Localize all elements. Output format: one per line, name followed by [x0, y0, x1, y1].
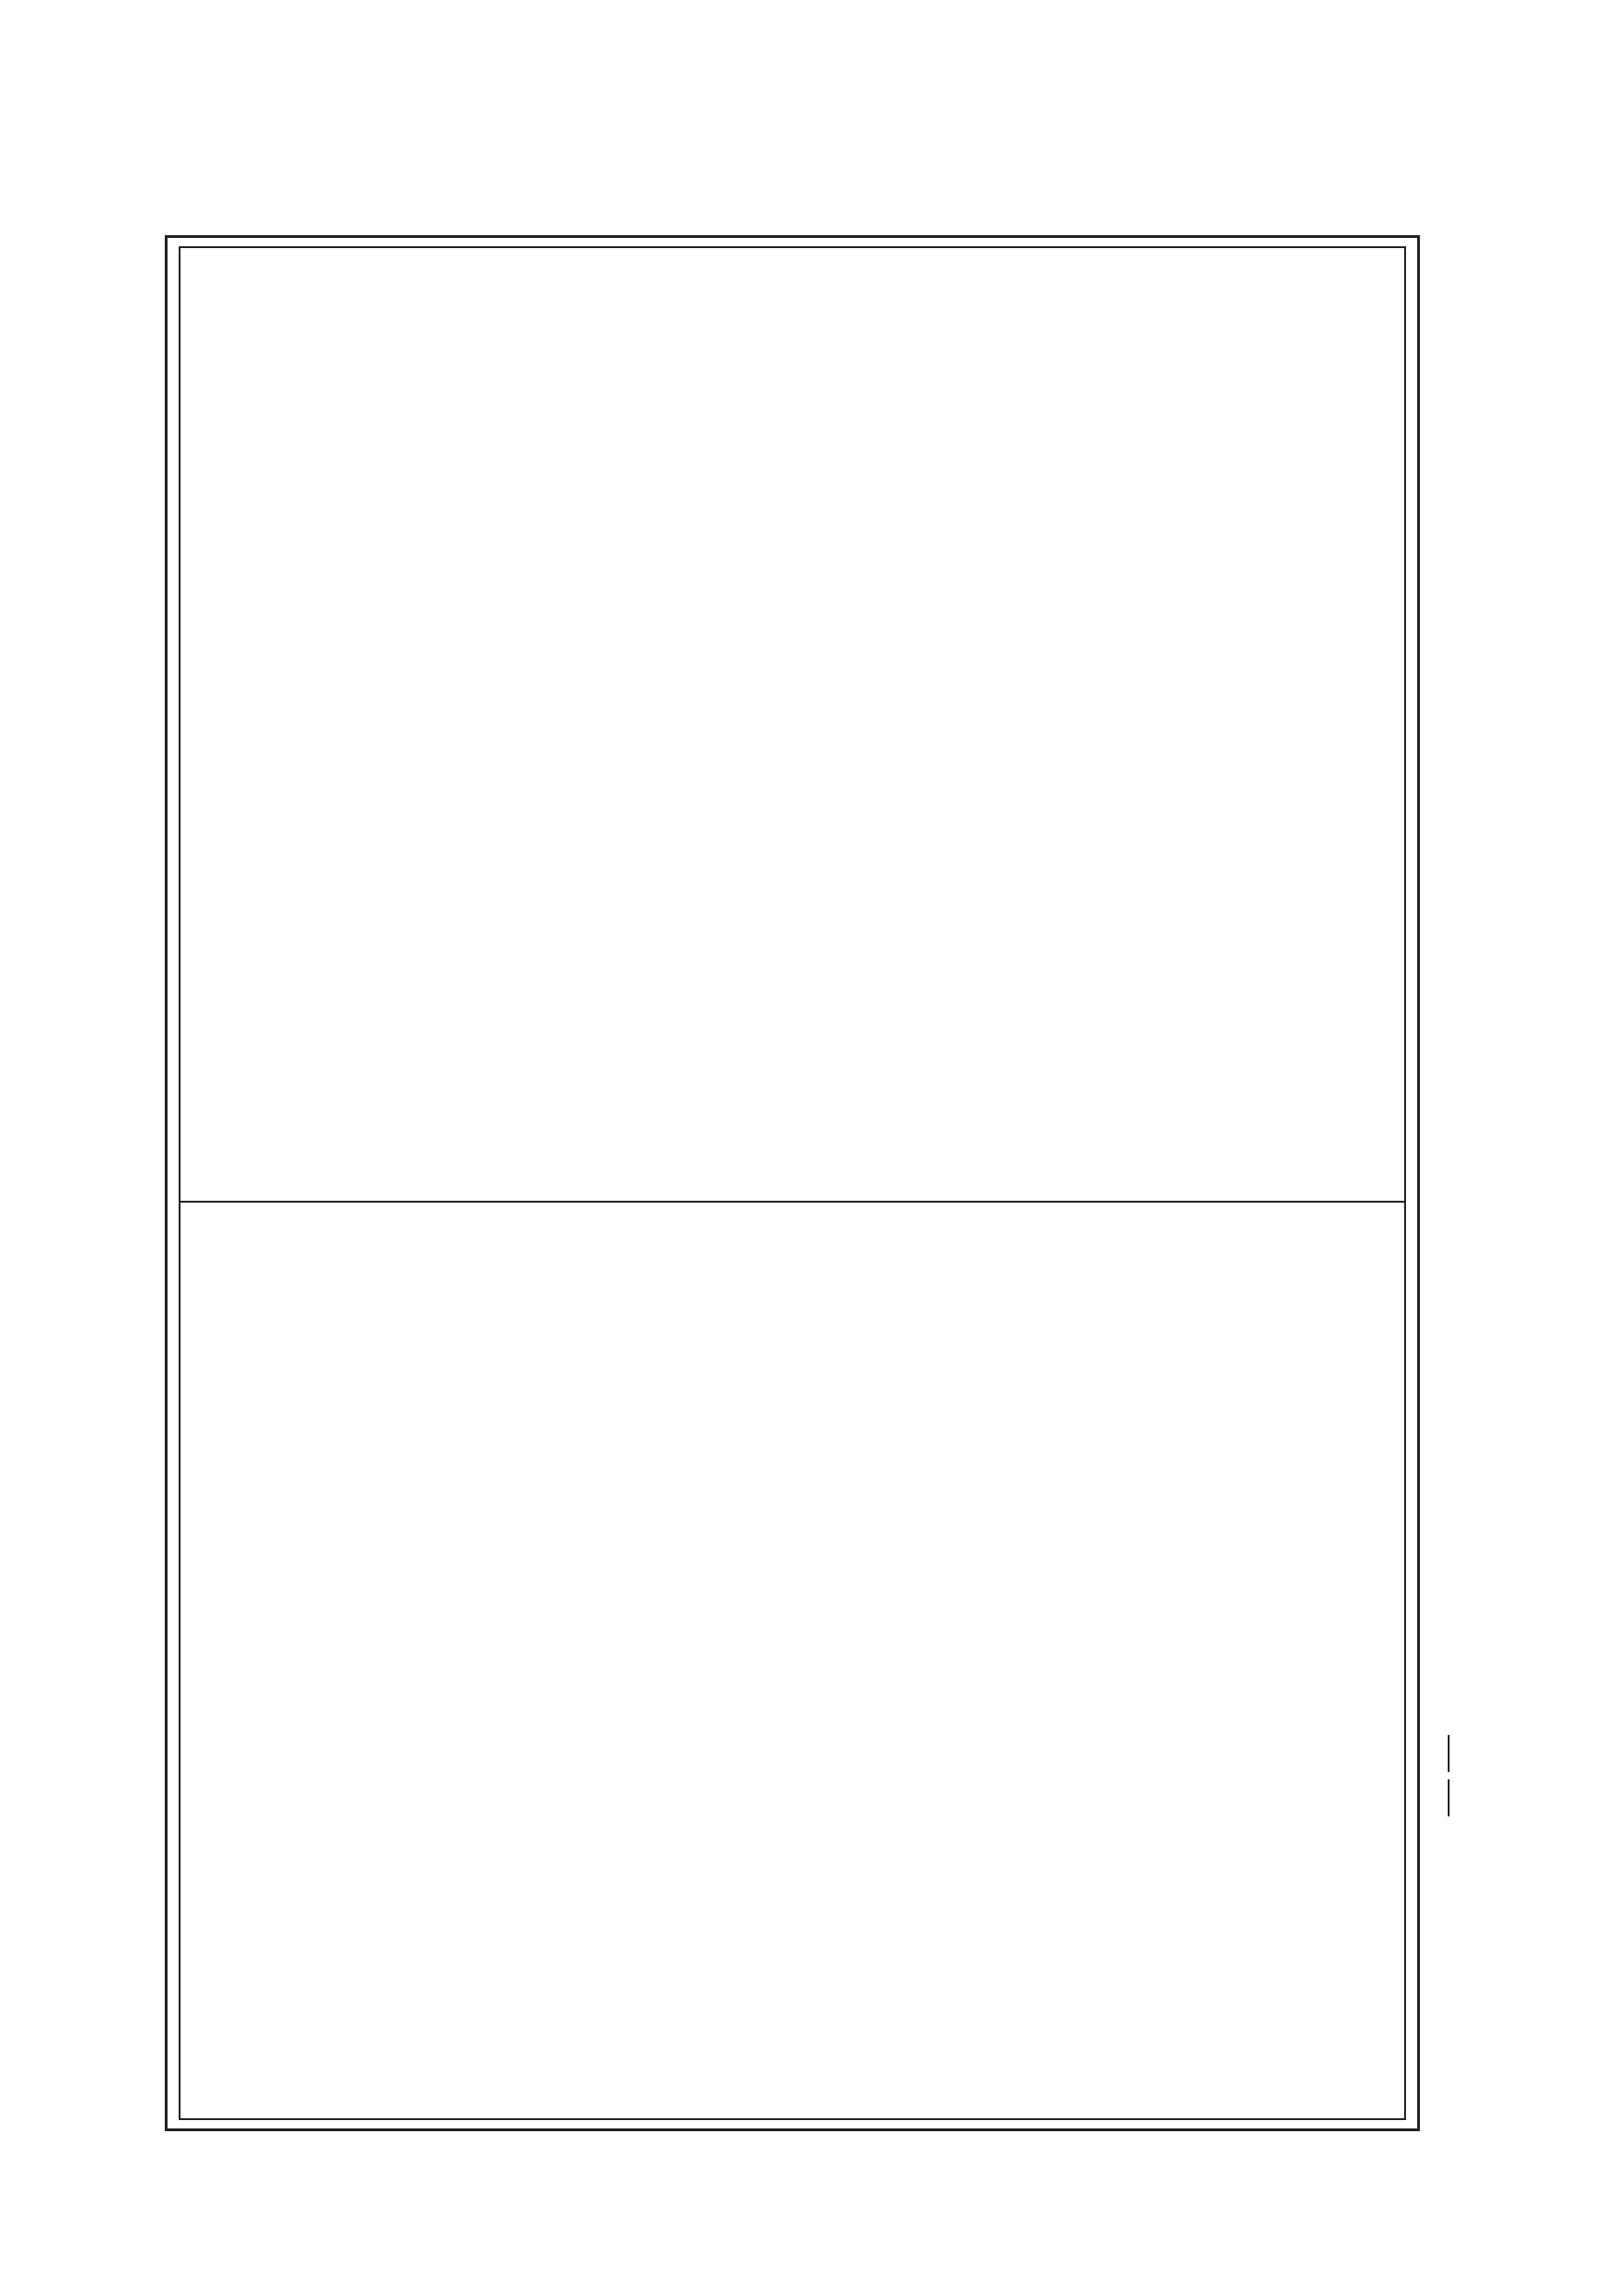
section-divider	[179, 1201, 1406, 1203]
page-frame-inner	[179, 246, 1406, 2120]
side-folio	[1428, 1731, 1469, 1820]
